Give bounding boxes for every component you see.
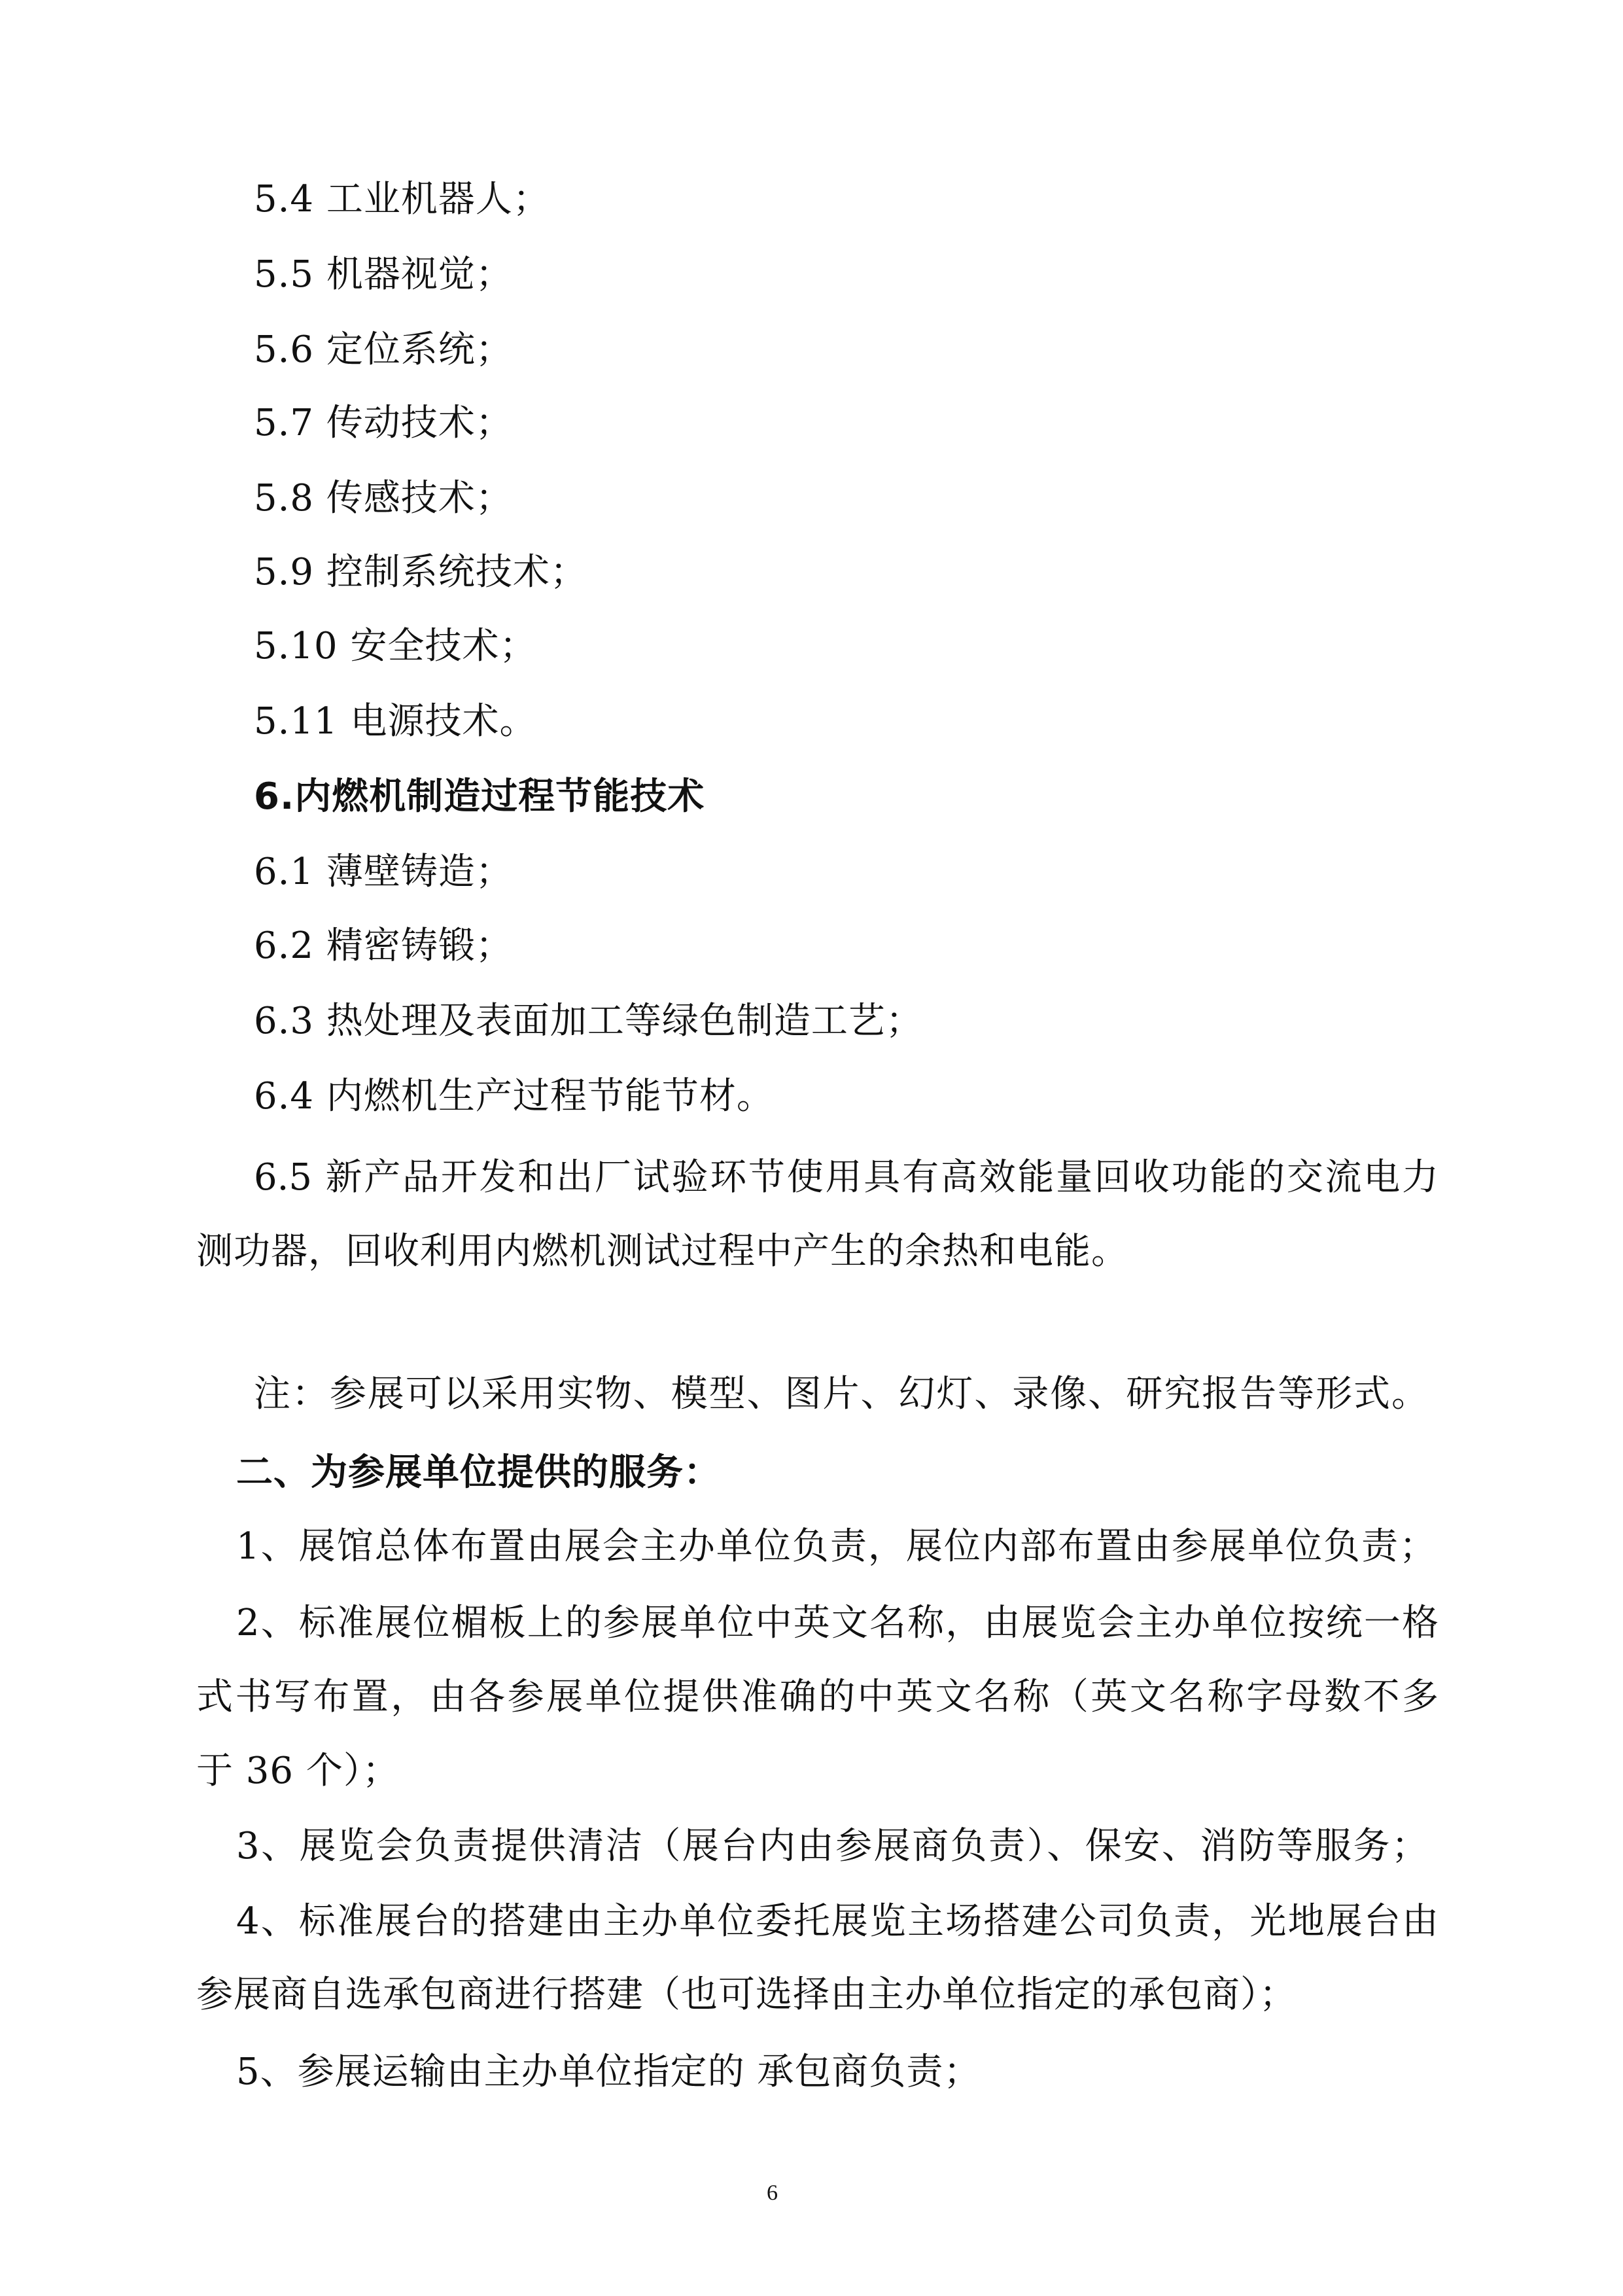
section6-heading: 6.内燃机制造过程节能技术 — [254, 775, 705, 818]
section5-item: 5.9 控制系统技术； — [254, 551, 587, 593]
section5-item: 5.7 传动技术； — [254, 402, 513, 444]
services-item: 3、展览会负责提供清洁（展台内由参展商负责）、保安、消防等服务； — [236, 1827, 1428, 1866]
services-item-line: 式书写布置，由各参展单位提供准确的中英文名称（英文名称字母数不多 — [196, 1678, 1439, 1717]
services-item: 1、展馆总体布置由展会主办单位负责，展位内部布置由参展单位负责； — [236, 1527, 1436, 1566]
section5-item: 5.8 传感技术； — [254, 477, 513, 520]
section5-item: 5.5 机器视觉； — [254, 253, 513, 296]
services-heading: 二、为参展单位提供的服务： — [236, 1451, 721, 1494]
note-text: 注：参展可以采用实物、模型、图片、幻灯、录像、研究报告等形式。 — [254, 1375, 1428, 1414]
section6-item: 6.2 精密铸锻； — [254, 925, 513, 967]
section5-item: 5.4 工业机器人； — [254, 178, 550, 221]
section6-item: 6.3 热处理及表面加工等绿色制造工艺； — [254, 1000, 923, 1042]
services-item-line: 4、标准展台的搭建由主办单位委托展览主场搭建公司负责，光地展台由 — [236, 1902, 1439, 1941]
services-item: 5、参展运输由主办单位指定的 承包商负责； — [236, 2051, 981, 2093]
page-number: 6 — [767, 2181, 778, 2205]
services-item-line: 2、标准展位楣板上的参展单位中英文名称，由展览会主办单位按统一格 — [236, 1604, 1439, 1643]
section5-item: 5.10 安全技术； — [254, 625, 537, 667]
section6-item-line: 6.5 新产品开发和出厂试验环节使用具有高效能量回收功能的交流电力 — [254, 1158, 1439, 1197]
section6-item: 6.1 薄壁铸造； — [254, 851, 513, 893]
services-item-line: 于 36 个）； — [196, 1750, 400, 1792]
section6-item-line: 测功器，回收利用内燃机测试过程中产生的余热和电能。 — [196, 1230, 1128, 1273]
section5-item: 5.11 电源技术。 — [254, 700, 537, 743]
services-item-line: 参展商自选承包商进行搭建（也可选择由主办单位指定的承包商）； — [196, 1973, 1297, 2016]
section6-item: 6.4 内燃机生产过程节能节材。 — [254, 1075, 774, 1118]
section5-item: 5.6 定位系统； — [254, 328, 513, 371]
